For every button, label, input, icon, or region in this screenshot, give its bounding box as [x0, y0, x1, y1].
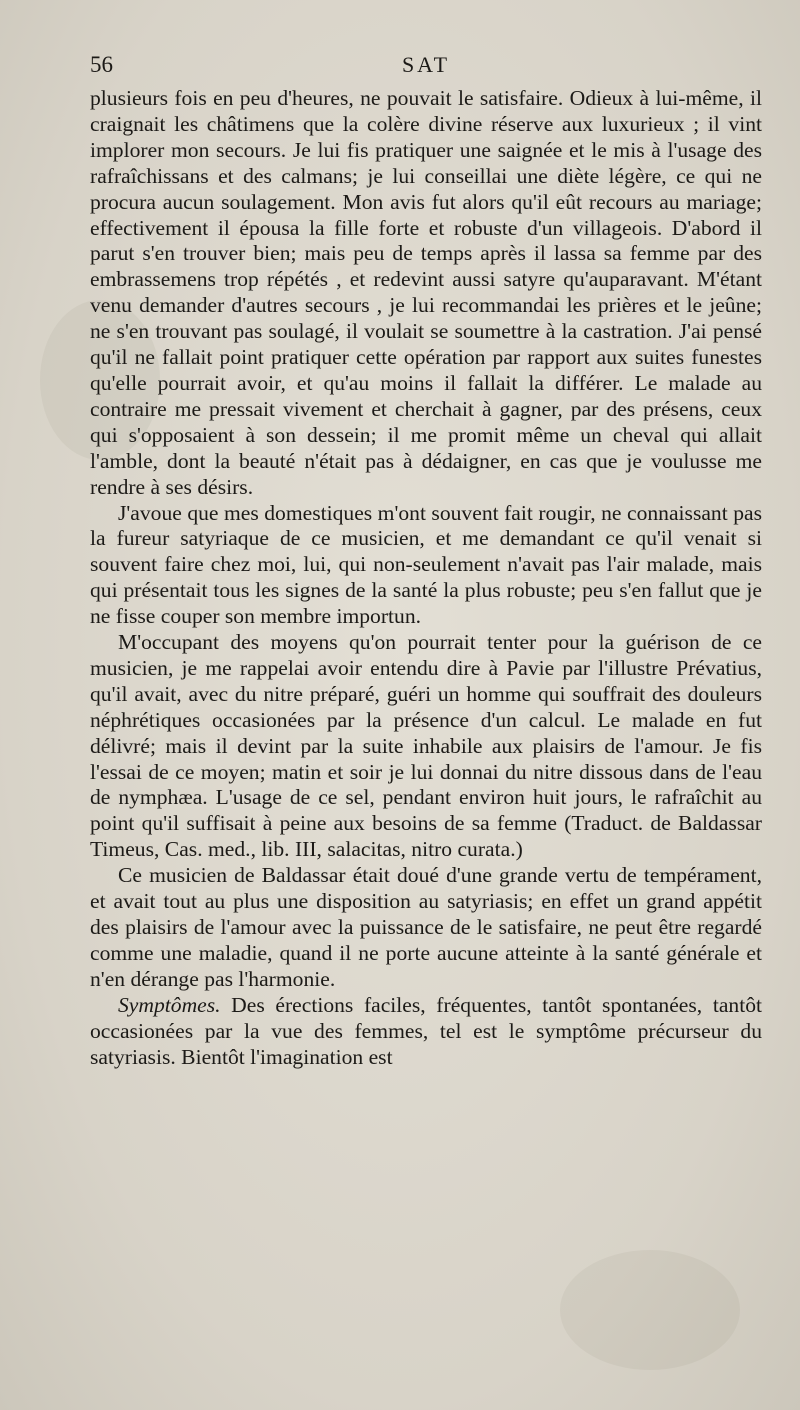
page-number: 56: [90, 52, 113, 77]
paragraph-2: [90, 501, 762, 631]
paragraph-3: [90, 630, 762, 863]
paragraph-text: M'occupant des moyens qu'on pourrait tenter pour la guérison de ce musicien, je me rappelai avoir entendu dire à Pavie par l'illustre Prévatius, qu'il avait, avec du nitre préparé, guéri un homme qui souffrait des douleurs néphrétiques occasionées par la présence d'un calcul. Le malade en fut délivré; mais il devint par la suite inhabile aux plaisirs de l'amour. Je fis l'essai de ce moyen; matin et soir je lui donnai du nitre dissous dans de l'eau de nymphæa. L'usage de ce sel, pendant environ huit jours, le rafraîchit au point qu'il suffisait à peine aux besoins de sa femme (Traduct. de Baldassar Timeus, Cas. med., lib. III, salacitas, nitro curata.): [90, 630, 762, 862]
paragraph-4: [90, 863, 762, 993]
paragraph-1: [90, 86, 762, 501]
paragraph-text: plusieurs fois en peu d'heures, ne pouvait le satisfaire. Odieux à lui-même, il craignait les châtimens que la colère divine réserve aux luxurieux ; il vint implorer mon secours. Je lui fis pratiquer une saignée et le mis à l'usage des rafraîchissans et des calmans; je lui conseillai une diète légère, ce qui ne procura aucun soulagement. Mon avis fut alors qu'il eût recours au mariage; effectivement il épousa la fille forte et robuste d'un villageois. D'abord il parut s'en trouver bien; mais peu de temps après il lassa sa femme par des embrassemens trop répétés , et redevint aussi satyre qu'auparavant. M'étant venu demander d'autres secours , je lui recommandai les prières et le jeûne; ne s'en trouvant pas soulagé, il voulait se soumettre à la castration. J'ai pensé qu'il ne fallait point pratiquer cette opération par rapport aux suites funestes qu'elle pourrait avoir, et qu'au moins il fallait la différer. Le malade au contraire me pressait vivement et cherchait à gagner, par des présens, ceux qui s'opposaient à son dessein; il me promit même un cheval qui allait l'amble, dont la beauté n'était pas à dédaigner, en cas que je voulusse me rendre à ses désirs.: [90, 86, 762, 499]
paragraph-text: Ce musicien de Baldassar était doué d'une grande vertu de tempérament, et avait tout au plus une disposition au satyriasis; en effet un grand appétit des plaisirs de l'amour avec la puissance de le satisfaire, ne peut être regardé comme une maladie, quand il ne porte aucune atteinte à la santé générale et n'en dérange pas l'harmonie.: [90, 863, 762, 991]
paragraph-lead: Symptômes.: [118, 992, 221, 1017]
paragraph-5: [90, 993, 762, 1071]
paragraph-text: Des érections faciles, fréquentes, tantôt spontanées, tantôt occasionées par la vue des femmes, tel est le symptôme précurseur du satyriasis. Bientôt l'imagination est: [90, 992, 762, 1069]
page-header: [90, 52, 762, 84]
paper-stain: [560, 1250, 740, 1370]
paragraph-text: J'avoue que mes domestiques m'ont souvent fait rougir, ne connaissant pas la fureur satyriaque de ce musicien, et me demandant ce qu'il venait si souvent faire chez moi, lui, qui non-seulement n'avait pas l'air malade, mais qui présentait tous les signes de la santé la plus robuste; peu s'en fallut que je ne fisse couper son membre importun.: [90, 500, 762, 629]
body-text: [90, 86, 762, 1070]
running-head: SAT: [401, 52, 451, 77]
